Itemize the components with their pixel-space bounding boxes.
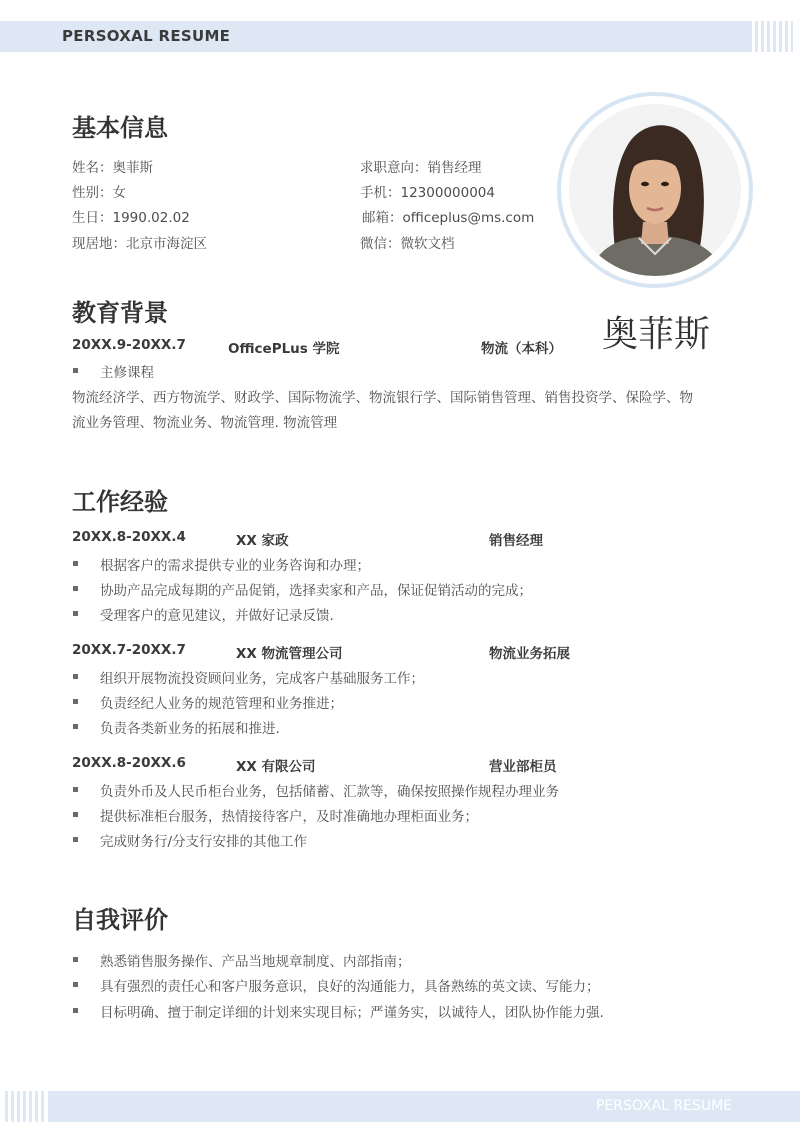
footer-title: PERSOXAL RESUME	[596, 1098, 733, 1114]
job-company: XX 有限公司	[236, 759, 316, 775]
edu-school: OfficePLus 学院	[228, 341, 340, 357]
bullet	[73, 699, 78, 704]
edu-courses-line-2: 流业务管理、物流业务、物流管理. 物流管理	[72, 415, 338, 431]
job-duty: 协助产品完成每期的产品促销，选择卖家和产品，保证促销活动的完成；	[100, 583, 532, 599]
job-company: XX 物流管理公司	[236, 646, 343, 662]
bullet	[73, 674, 78, 679]
section-heading-self-eval: 自我评价	[72, 906, 168, 934]
info-gender: 性别：女	[72, 185, 126, 201]
bullet	[73, 586, 78, 591]
job-duty: 受理客户的意见建议，并做好记录反馈.	[100, 608, 334, 624]
info-email: 邮箱：officeplus@ms.com	[362, 210, 535, 226]
profile-photo	[569, 104, 741, 276]
job-period: 20XX.7-20XX.7	[72, 642, 186, 658]
job-period: 20XX.8-20XX.6	[72, 755, 186, 771]
bullet	[73, 837, 78, 842]
header-title: PERSOXAL RESUME	[62, 27, 231, 45]
section-heading-work: 工作经验	[72, 488, 168, 516]
info-wechat: 微信：微软文档	[360, 236, 455, 252]
footer-stripes	[5, 1091, 45, 1122]
section-heading-basic: 基本信息	[72, 114, 168, 142]
job-role: 销售经理	[489, 533, 543, 549]
candidate-name: 奥菲斯	[602, 314, 711, 355]
job-duty: 根据客户的需求提供专业的业务咨询和办理；	[100, 558, 370, 574]
bullet	[73, 787, 78, 792]
bullet	[73, 724, 78, 729]
job-duty: 组织开展物流投资顾问业务，完成客户基础服务工作；	[100, 671, 424, 687]
self-eval-item: 具有强烈的责任心和客户服务意识，良好的沟通能力，具备熟练的英文读、写能力；	[100, 979, 600, 995]
job-role: 营业部柜员	[489, 759, 557, 775]
info-job-intent: 求职意向：销售经理	[360, 160, 482, 176]
header-stripes	[755, 21, 793, 52]
info-phone: 手机：12300000004	[360, 185, 495, 201]
edu-major: 物流（本科）	[481, 341, 562, 357]
info-name: 姓名：奥菲斯	[72, 160, 153, 176]
bullet	[73, 812, 78, 817]
self-eval-item: 目标明确、擅于制定详细的计划来实现目标；严谨务实，以诚待人，团队协作能力强.	[100, 1005, 604, 1021]
edu-courses-line-1: 物流经济学、西方物流学、财政学、国际物流学、物流银行学、国际销售管理、销售投资学、保险学、物	[72, 390, 693, 406]
self-eval-item: 熟悉销售服务操作、产品当地规章制度、内部指南；	[100, 954, 411, 970]
bullet	[73, 957, 78, 962]
job-role: 物流业务拓展	[489, 646, 570, 662]
job-period: 20XX.8-20XX.4	[72, 529, 186, 545]
edu-course-label: 主修课程	[100, 365, 154, 381]
job-duty: 负责外币及人民币柜台业务，包括储蓄、汇款等，确保按照操作规程办理业务	[100, 784, 559, 800]
job-company: XX 家政	[236, 533, 289, 549]
edu-period: 20XX.9-20XX.7	[72, 337, 186, 353]
bullet	[73, 611, 78, 616]
bullet	[73, 1008, 78, 1013]
info-residence: 现居地：北京市海淀区	[72, 236, 207, 252]
job-duty: 负责各类新业务的拓展和推进.	[100, 721, 280, 737]
section-heading-education: 教育背景	[72, 299, 168, 327]
info-birthday: 生日：1990.02.02	[72, 210, 190, 226]
job-duty: 提供标准柜台服务，热情接待客户，及时准确地办理柜面业务；	[100, 809, 478, 825]
bullet	[73, 561, 78, 566]
bullet	[73, 982, 78, 987]
job-duty: 完成财务行/分支行安排的其他工作	[100, 834, 308, 850]
bullet	[73, 368, 78, 373]
job-duty: 负责经纪人业务的规范管理和业务推进；	[100, 696, 343, 712]
